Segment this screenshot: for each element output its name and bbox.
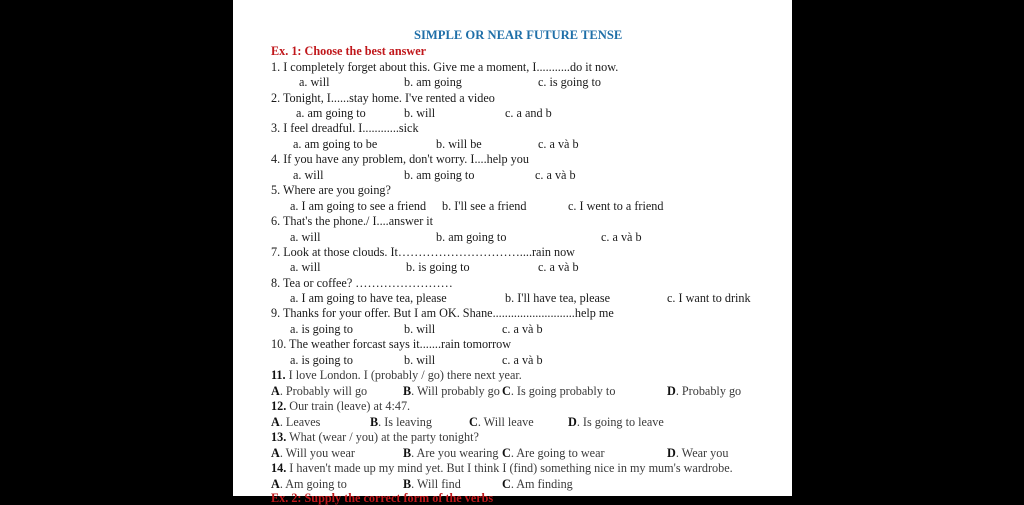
question-11-option-d: D. Probably go [667,384,742,398]
question-14-option-c: C. Am finding [502,477,573,491]
question-7: 7. Look at those clouds. It…………………………....rain now [271,245,575,259]
question-7-option-b: b. is going to [406,260,470,274]
question-14-option-a: A. Am going to [271,477,347,491]
question-2: 2. Tonight, I......stay home. I've rented a video [271,91,495,105]
question-8-option-c: c. I want to drink [667,291,751,305]
question-6-option-a: a. will [290,230,321,244]
question-3-option-a: a. am going to be [293,137,378,151]
page-title: SIMPLE OR NEAR FUTURE TENSE [414,28,623,42]
question-13-option-d: D. Wear you [667,446,729,460]
question-8-option-a: a. I am going to have tea, please [290,291,447,305]
question-12-option-b: B. Is leaving [370,415,432,429]
question-9-option-b: b. will [404,322,436,336]
question-7-option-a: a. will [290,260,321,274]
question-2-option-b: b. will [404,106,436,120]
question-1-option-a: a. will [299,75,330,89]
question-14: 14. I haven't made up my mind yet. But I think I (find) something nice in my mum's wardrobe. [271,461,733,475]
question-9-option-a: a. is going to [290,322,353,336]
question-11-option-b: B. Will probably go [403,384,500,398]
question-6: 6. That's the phone./ I....answer it [271,214,434,228]
question-7-option-c: c. a và b [538,260,579,274]
question-3-option-c: c. a và b [538,137,579,151]
question-2-option-a: a. am going to [296,106,366,120]
question-5-option-b: b. I'll see a friend [442,199,527,213]
exercise-1-heading: Ex. 1: Choose the best answer [271,44,427,58]
question-3: 3. I feel dreadful. I............sick [271,121,419,135]
question-11: 11. I love London. I (probably / go) there next year. [271,368,522,382]
question-13: 13. What (wear / you) at the party tonight? [271,430,479,444]
question-2-option-c: c. a and b [505,106,552,120]
question-1-option-c: c. is going to [538,75,601,89]
question-1-option-b: b. am going [404,75,462,89]
question-5-option-c: c. I went to a friend [568,199,664,213]
question-8-option-b: b. I'll have tea, please [505,291,611,305]
question-12-option-d: D. Is going to leave [568,415,664,429]
question-9-option-c: c. a và b [502,322,543,336]
question-3-option-b: b. will be [436,137,482,151]
question-1: 1. I completely forget about this. Give me a moment, I...........do it now. [271,60,619,74]
question-5-option-a: a. I am going to see a friend [290,199,427,213]
question-11-option-c: C. Is going probably to [502,384,616,398]
question-10-option-c: c. a và b [502,353,543,367]
question-9: 9. Thanks for your offer. But I am OK. Shane...........................help me [271,306,614,320]
document-page [233,0,792,505]
question-12-option-a: A. Leaves [271,415,321,429]
question-13-option-c: C. Are going to wear [502,446,605,460]
question-12-option-c: C. Will leave [469,415,534,429]
question-10: 10. The weather forcast says it.......rain tomorrow [271,337,512,351]
question-8: 8. Tea or coffee? …………………… [271,276,453,290]
question-6-option-b: b. am going to [436,230,507,244]
question-4: 4. If you have any problem, don't worry. I....help you [271,152,529,166]
question-4-option-c: c. a và b [535,168,576,182]
question-10-option-b: b. will [404,353,436,367]
question-4-option-a: a. will [293,168,324,182]
question-5: 5. Where are you going? [271,183,391,197]
question-13-option-a: A. Will you wear [271,446,355,460]
question-14-option-b: B. Will find [403,477,461,491]
question-4-option-b: b. am going to [404,168,475,182]
exercise-2-heading: Ex. 2: Supply the correct form of the verbs [271,491,494,505]
question-6-option-c: c. a và b [601,230,642,244]
question-11-option-a: A. Probably will go [271,384,368,398]
question-13-option-b: B. Are you wearing [403,446,499,460]
question-12: 12. Our train (leave) at 4:47. [271,399,411,413]
question-10-option-a: a. is going to [290,353,353,367]
